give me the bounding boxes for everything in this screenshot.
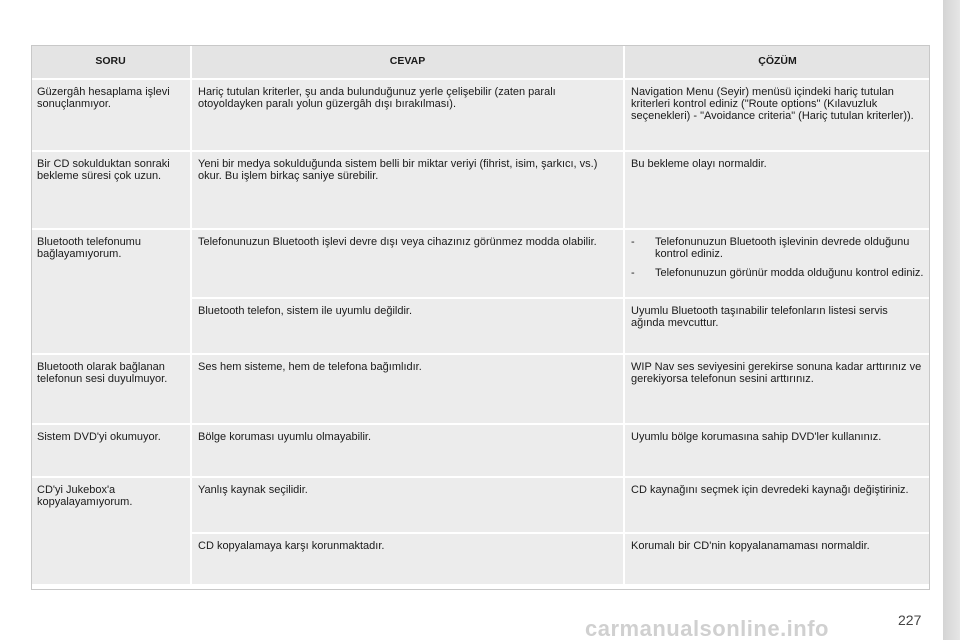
table-row [31,355,930,425]
cell-cevap: Hariç tutulan kriterler, şu anda bulunduğunuz yerle çelişebilir (zaten paralı otoyoldayken paralı yolun güzergâh dışı bırakılması). [192,80,625,152]
cell-cozum: Uyumlu Bluetooth taşınabilir telefonların listesi servis ağında mevcuttur. [625,299,930,355]
watermark: carmanualsonline.info [585,616,829,641]
cell-cevap: Bölge koruması uyumlu olmayabilir. [192,425,625,478]
cell-cozum: CD kaynağını seçmek için devredeki kaynağı değiştiriniz. [625,478,930,534]
page-number: 227 [898,612,922,628]
cell-cozum: Bu bekleme olayı normaldir. [625,152,930,230]
cell-cevap: Bluetooth telefon, sistem ile uyumlu değildir. [192,299,625,355]
troubleshooting-table [31,45,930,586]
cell-soru: Bir CD sokulduktan sonraki bekleme süresi çok uzun. [31,152,192,230]
cell-cozum: Uyumlu bölge korumasına sahip DVD'ler kullanınız. [625,425,930,478]
header-cozum: ÇÖZÜM [625,45,930,80]
table-row [31,152,930,230]
cell-soru: CD'yi Jukebox'a kopyalayamıyorum. [31,478,192,586]
header-cevap: CEVAP [192,45,625,80]
table-row [31,230,930,299]
cell-cozum: Navigation Menu (Seyir) menüsü içindeki hariç tutulan kriterleri kontrol ediniz ("Route options" (Kılavuzluk seçenekleri) - "Avoidance criteria" (Hariç tutulan kriterler)). [625,80,930,152]
table-row [31,478,930,534]
cell-soru: Bluetooth telefonumu bağlayamıyorum. [31,230,192,355]
cell-cevap: Yeni bir medya sokulduğunda sistem belli bir miktar veriyi (fihrist, isim, şarkıcı, vs.) okur. Bu işlem birkaç saniye sürebilir. [192,152,625,230]
solution-list [631,236,924,279]
cell-soru: Bluetooth olarak bağlanan telefonun sesi duyulmuyor. [31,355,192,425]
cell-soru: Güzergâh hesaplama işlevi sonuçlanmıyor. [31,80,192,152]
troubleshooting-table-container [31,45,930,586]
cell-cevap: Yanlış kaynak seçilidir. [192,478,625,534]
table-row [31,425,930,478]
cell-cevap: Telefonunuzun Bluetooth işlevi devre dışı veya cihazınız görünmez modda olabilir. [192,230,625,299]
cell-cozum: Korumalı bir CD'nin kopyalanamaması normaldir. [625,534,930,586]
table-row [31,80,930,152]
cell-soru: Sistem DVD'yi okumuyor. [31,425,192,478]
cell-cevap: CD kopyalamaya karşı korunmaktadır. [192,534,625,586]
page-edge-strip [943,0,960,640]
cell-cozum [625,230,930,299]
list-item: - Telefonunuzun görünür modda olduğunu kontrol ediniz. [631,267,924,279]
list-item: - Telefonunuzun Bluetooth işlevinin devrede olduğunu kontrol ediniz. [631,236,924,260]
cell-cevap: Ses hem sisteme, hem de telefona bağımlıdır. [192,355,625,425]
table-header-row [31,45,930,80]
header-soru: SORU [31,45,192,80]
cell-cozum: WIP Nav ses seviyesini gerekirse sonuna kadar arttırınız ve gerekiyorsa telefonun sesini arttırınız. [625,355,930,425]
